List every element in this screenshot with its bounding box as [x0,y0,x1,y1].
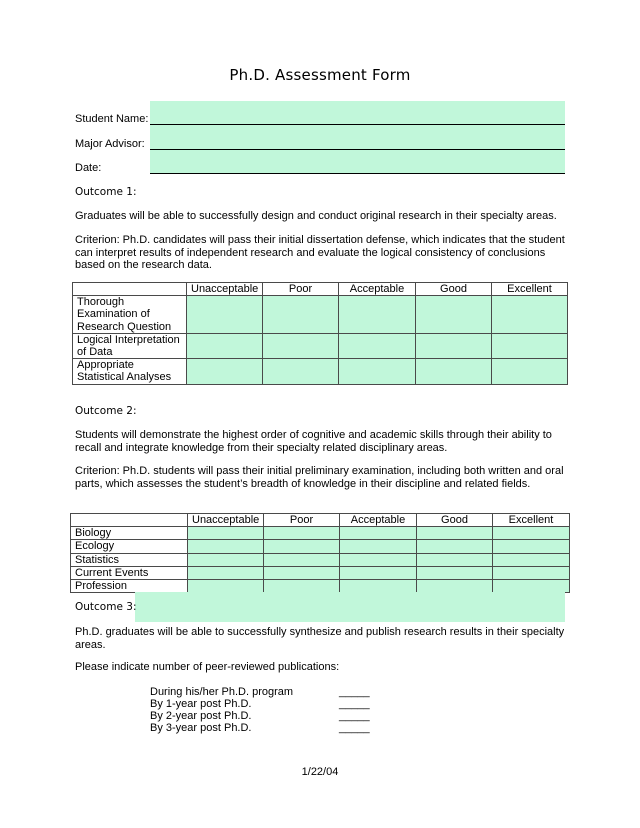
outcome2-row-label: Profession [71,580,188,593]
rating-cell[interactable] [340,566,417,579]
rating-cell[interactable] [340,527,417,540]
table-row [71,553,570,566]
table-row [71,580,570,593]
rating-cell[interactable] [416,296,492,334]
rating-cell[interactable] [188,527,264,540]
outcome1-row-label: Thorough Examination of Research Question [73,296,187,334]
publication-period-row [150,710,380,722]
outcome1-statement: Graduates will be able to successfully design and conduct original research in their specialty areas. [75,210,557,222]
outcome1-column-header: Poor [263,283,339,296]
major-advisor-field[interactable] [150,149,565,150]
rating-cell[interactable] [493,580,570,593]
rating-cell[interactable] [339,333,416,358]
publication-count-blank[interactable]: _____ [339,698,370,710]
outcome1-heading: Outcome 1: [75,186,137,198]
rating-cell[interactable] [264,527,340,540]
publications-prompt: Please indicate number of peer-reviewed publications: [75,661,340,673]
outcome2-column-header: Unacceptable [188,514,264,527]
form-title: Ph.D. Assessment Form [229,66,411,84]
table-row [73,359,568,384]
outcome3-heading: Outcome 3: [75,601,137,613]
rating-cell[interactable] [416,359,492,384]
rating-cell[interactable] [417,566,493,579]
rating-cell[interactable] [416,333,492,358]
rating-cell[interactable] [417,553,493,566]
publication-period-row [150,722,380,734]
rating-cell[interactable] [264,540,340,553]
publication-count-blank[interactable]: _____ [339,710,370,722]
outcome2-row-label: Statistics [71,553,188,566]
outcome1-corner-cell [73,283,187,296]
outcome2-rating-table [70,513,570,593]
outcome1-column-header: Excellent [492,283,568,296]
student-info-fields-background [150,101,565,173]
rating-cell[interactable] [493,566,570,579]
outcome2-row-label: Ecology [71,540,188,553]
rating-cell[interactable] [264,566,340,579]
rating-cell[interactable] [187,359,263,384]
outcome1-column-header: Acceptable [339,283,416,296]
rating-cell[interactable] [493,553,570,566]
table-row [71,566,570,579]
rating-cell[interactable] [339,359,416,384]
table-row [73,333,568,358]
publication-period-label: By 2-year post Ph.D. [150,710,252,722]
publication-count-blank[interactable]: _____ [339,722,370,734]
outcome1-row-label: Appropriate Statistical Analyses [73,359,187,384]
date-label: Date: [75,162,102,174]
rating-cell[interactable] [263,296,339,334]
publication-count-blank[interactable]: _____ [339,686,370,698]
publication-period-label: By 1-year post Ph.D. [150,698,252,710]
outcome2-column-header: Acceptable [340,514,417,527]
rating-cell[interactable] [188,566,264,579]
publication-period-row [150,686,380,698]
rating-cell[interactable] [493,527,570,540]
rating-cell[interactable] [264,580,340,593]
outcome2-column-header: Excellent [493,514,570,527]
rating-cell[interactable] [492,359,568,384]
outcome2-row-label: Current Events [71,566,188,579]
rating-cell[interactable] [492,296,568,334]
rating-cell[interactable] [264,553,340,566]
outcome2-statement: Students will demonstrate the highest order of cognitive and academic skills through their ability to recall and integrate knowledge from their specialty related disciplinary areas. [75,429,552,454]
outcome1-column-header: Unacceptable [187,283,263,296]
outcome1-rating-table [72,282,568,385]
publication-period-row [150,698,380,710]
student-name-field[interactable] [150,124,565,125]
outcome2-criterion: Criterion: Ph.D. students will pass their initial preliminary examination, including both written and oral parts, which assesses the student’s breadth of knowledge in their discipline and related fields. [75,465,564,490]
rating-cell[interactable] [188,553,264,566]
outcome3-input-field[interactable] [135,592,565,622]
outcome2-heading: Outcome 2: [75,405,137,417]
outcome1-row-label: Logical Interpretation of Data [73,333,187,358]
footer-date: 1/22/04 [301,766,339,778]
outcome2-header-row [71,514,570,527]
rating-cell[interactable] [417,527,493,540]
rating-cell[interactable] [188,580,264,593]
outcome1-column-header: Good [416,283,492,296]
publication-period-label: By 3-year post Ph.D. [150,722,252,734]
rating-cell[interactable] [188,540,264,553]
rating-cell[interactable] [263,359,339,384]
major-advisor-label: Major Advisor: [75,138,145,150]
rating-cell[interactable] [417,580,493,593]
table-row [71,540,570,553]
rating-cell[interactable] [492,333,568,358]
outcome2-column-header: Good [417,514,493,527]
rating-cell[interactable] [417,540,493,553]
outcome3-statement: Ph.D. graduates will be able to successfully synthesize and publish research results in their specialty areas. [75,626,565,651]
outcome2-row-label: Biology [71,527,188,540]
outcome2-corner-cell [71,514,188,527]
rating-cell[interactable] [340,580,417,593]
student-name-label: Student Name: [75,113,149,125]
table-row [73,296,568,334]
outcome2-column-header: Poor [264,514,340,527]
rating-cell[interactable] [340,553,417,566]
outcome1-header-row [73,283,568,296]
rating-cell[interactable] [187,333,263,358]
rating-cell[interactable] [493,540,570,553]
rating-cell[interactable] [339,296,416,334]
date-field[interactable] [150,173,565,174]
outcome1-criterion: Criterion: Ph.D. candidates will pass their initial dissertation defense, which indicates that the student can interpret results of independent research and evaluate the logical consistency of conclusions based on the research data. [75,234,565,271]
rating-cell[interactable] [263,333,339,358]
table-row [71,527,570,540]
rating-cell[interactable] [340,540,417,553]
publication-period-label: During his/her Ph.D. program [150,686,294,698]
rating-cell[interactable] [187,296,263,334]
